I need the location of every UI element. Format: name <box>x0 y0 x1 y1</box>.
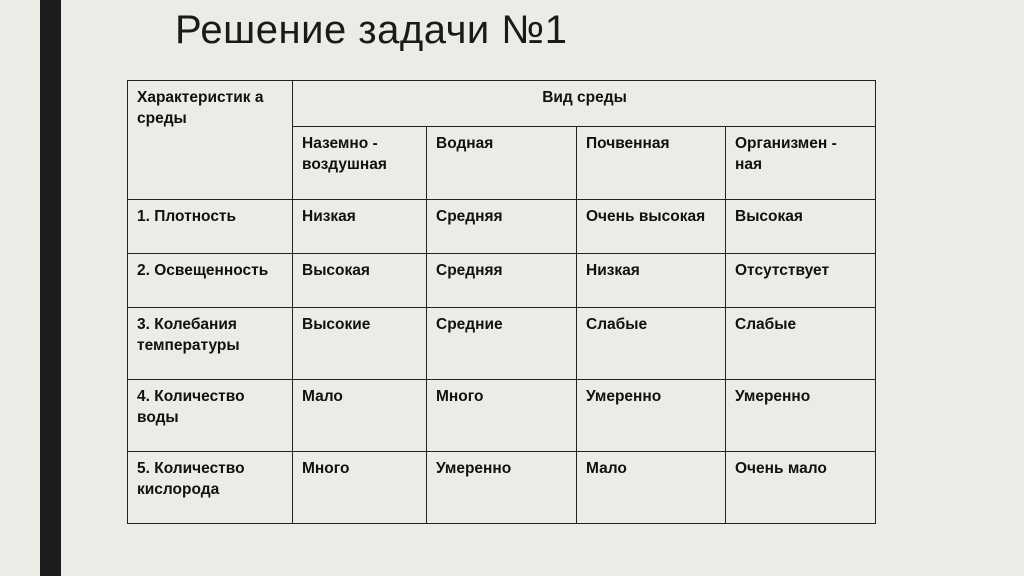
table-row <box>128 380 876 452</box>
table-cell: Умеренно <box>427 452 577 524</box>
corner-header-cell: Характеристик а среды <box>128 81 293 200</box>
table-cell: Мало <box>577 452 726 524</box>
table-cell: Отсутствует <box>726 254 876 308</box>
table-cell: Умеренно <box>726 380 876 452</box>
row-label: 2. Освещенность <box>128 254 293 308</box>
column-header: Наземно - воздушная <box>293 127 427 200</box>
table-cell: Высокие <box>293 308 427 380</box>
column-header: Организмен - ная <box>726 127 876 200</box>
table-cell: Низкая <box>577 254 726 308</box>
row-label: 5. Количество кислорода <box>128 452 293 524</box>
table-cell: Средняя <box>427 200 577 254</box>
row-label: 1. Плотность <box>128 200 293 254</box>
table-cell: Слабые <box>577 308 726 380</box>
table-cell: Очень высокая <box>577 200 726 254</box>
row-label: 3. Колебания температуры <box>128 308 293 380</box>
table-cell: Слабые <box>726 308 876 380</box>
slide-title: Решение задачи №1 <box>175 8 568 52</box>
table-cell: Низкая <box>293 200 427 254</box>
table-cell: Средняя <box>427 254 577 308</box>
table-cell: Высокая <box>293 254 427 308</box>
table-cell: Высокая <box>726 200 876 254</box>
table-cell: Много <box>293 452 427 524</box>
habitat-table <box>127 80 876 524</box>
table-cell: Мало <box>293 380 427 452</box>
table-row <box>128 308 876 380</box>
table-row <box>128 452 876 524</box>
column-header: Почвенная <box>577 127 726 200</box>
table-cell: Средние <box>427 308 577 380</box>
table-cell: Много <box>427 380 577 452</box>
row-label: 4. Количество воды <box>128 380 293 452</box>
table-cell: Очень мало <box>726 452 876 524</box>
table-cell: Умеренно <box>577 380 726 452</box>
group-header-cell: Вид среды <box>293 81 876 127</box>
table-row <box>128 200 876 254</box>
left-accent-bar <box>40 0 61 576</box>
column-header: Водная <box>427 127 577 200</box>
table-header-row <box>128 81 876 127</box>
table-row <box>128 254 876 308</box>
